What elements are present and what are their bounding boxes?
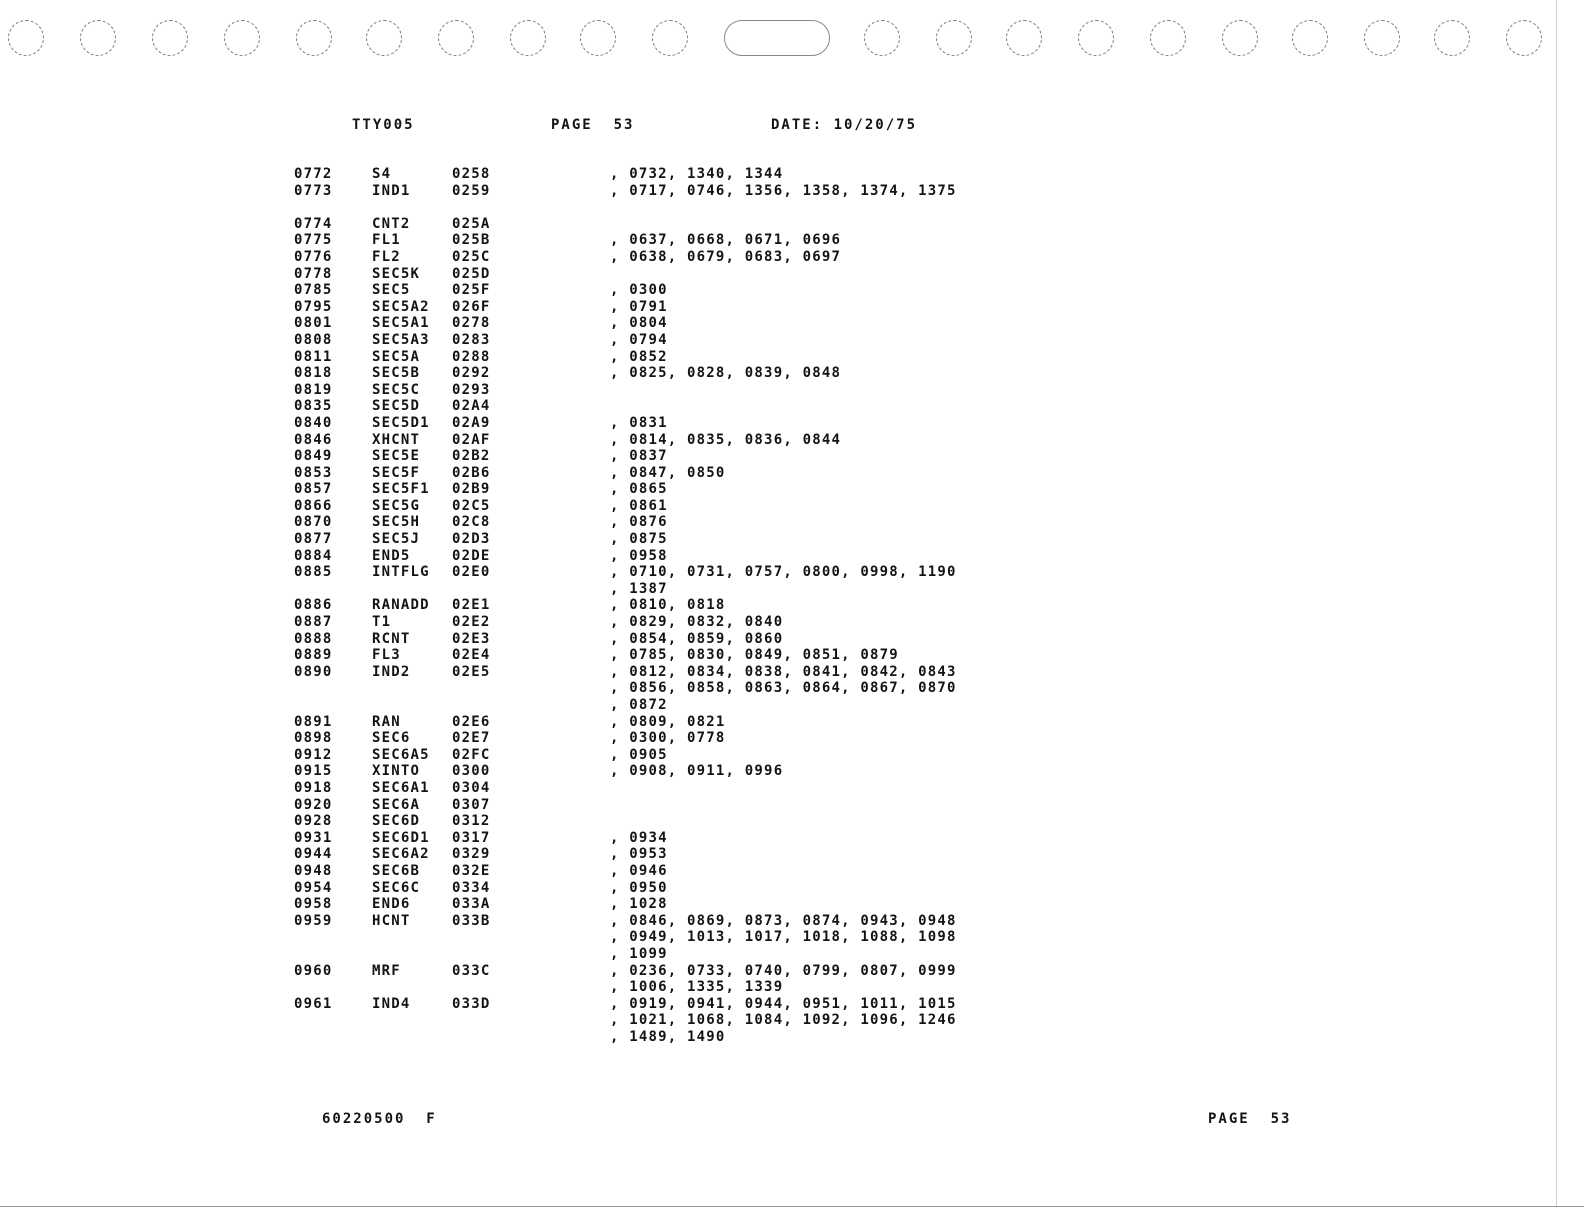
reference-list: , 0949, 1013, 1017, 1018, 1088, 1098 [610, 929, 957, 946]
reference-list: , 1387 [610, 580, 668, 597]
line-number: 0944 [294, 846, 333, 863]
tractor-feed-holes [0, 0, 1584, 70]
listing-row [294, 581, 994, 598]
listing-row [294, 232, 994, 249]
feed-hole [1292, 20, 1328, 56]
listing-row [294, 730, 994, 747]
feed-hole [152, 20, 188, 56]
line-number: 0846 [294, 431, 333, 448]
listing-row [294, 697, 994, 714]
symbol-address: 02C5 [452, 497, 491, 514]
line-number: 0819 [294, 381, 333, 398]
reference-list: , 0809, 0821 [610, 713, 726, 730]
line-number: 0918 [294, 779, 333, 796]
symbol-name: RAN [372, 713, 401, 730]
listing-row [294, 432, 994, 449]
reference-list: , 0950 [610, 879, 668, 896]
listing-row [294, 614, 994, 631]
symbol-address: 033C [452, 962, 491, 979]
symbol-name: SEC5D1 [372, 414, 430, 431]
reference-list: , 0710, 0731, 0757, 0800, 0998, 1190 [610, 564, 957, 581]
symbol-name: SEC6A [372, 796, 421, 813]
line-number: 0870 [294, 514, 333, 531]
reference-list: , 0825, 0828, 0839, 0848 [610, 365, 842, 382]
listing-row [294, 1029, 994, 1046]
line-number: 0886 [294, 597, 333, 614]
listing-row [294, 548, 994, 565]
reference-list: , 0852 [610, 348, 668, 365]
reference-list: , 0300 [610, 282, 668, 299]
feed-hole [438, 20, 474, 56]
listing-row [294, 647, 994, 664]
reference-list: , 0236, 0733, 0740, 0799, 0807, 0999 [610, 962, 957, 979]
listing-row [294, 183, 994, 200]
reference-list: , 0732, 1340, 1344 [610, 166, 784, 182]
line-number: 0857 [294, 481, 333, 498]
line-number: 0775 [294, 232, 333, 249]
symbol-name: SEC6B [372, 862, 421, 879]
symbol-address: 02D3 [452, 531, 491, 548]
symbol-address: 0292 [452, 365, 491, 382]
symbol-address: 033B [452, 912, 491, 929]
symbol-address: 02C8 [452, 514, 491, 531]
line-number: 0808 [294, 331, 333, 348]
reference-list: , 0908, 0911, 0996 [610, 763, 784, 780]
listing-row [294, 498, 994, 515]
feed-hole [80, 20, 116, 56]
symbol-name: RCNT [372, 630, 411, 647]
listing-row [294, 747, 994, 764]
symbol-name: SEC6D1 [372, 829, 430, 846]
listing-row [294, 266, 994, 283]
line-number: 0877 [294, 531, 333, 548]
reference-list: , 1099 [610, 945, 668, 962]
line-number: 0776 [294, 248, 333, 265]
line-number: 0958 [294, 896, 333, 913]
line-number: 0811 [294, 348, 333, 365]
reference-list: , 0804 [610, 315, 668, 332]
symbol-name: XINTO [372, 763, 421, 780]
symbol-name: SEC5K [372, 265, 421, 282]
symbol-name: HCNT [372, 912, 411, 929]
listing-row [294, 514, 994, 531]
symbol-address: 033A [452, 896, 491, 913]
symbol-address: 02E1 [452, 597, 491, 614]
listing-row [294, 763, 994, 780]
symbol-address: 02DE [452, 547, 491, 564]
symbol-address: 025F [452, 282, 491, 299]
symbol-address: 026F [452, 298, 491, 315]
symbol-name: INTFLG [372, 564, 430, 581]
symbol-address: 02E3 [452, 630, 491, 647]
symbol-address: 0329 [452, 846, 491, 863]
symbol-address: 02B6 [452, 464, 491, 481]
line-number: 0959 [294, 912, 333, 929]
symbol-name: T1 [372, 614, 392, 631]
listing-row [294, 465, 994, 482]
program-name: TTY005 [352, 117, 415, 133]
symbol-address: 02E6 [452, 713, 491, 730]
reference-list: , 1021, 1068, 1084, 1092, 1096, 1246 [610, 1012, 957, 1029]
feed-hole [296, 20, 332, 56]
reference-list: , 0814, 0835, 0836, 0844 [610, 431, 842, 448]
line-number: 0891 [294, 713, 333, 730]
symbol-name: SEC5A1 [372, 315, 430, 332]
reference-list: , 0847, 0850 [610, 464, 726, 481]
symbol-address: 025A [452, 215, 491, 232]
symbol-address: 0258 [452, 166, 491, 182]
listing-row [294, 282, 994, 299]
header-page-number: PAGE 53 [551, 117, 635, 133]
listing-row [294, 448, 994, 465]
reference-list: , 0300, 0778 [610, 730, 726, 747]
symbol-address: 033D [452, 995, 491, 1012]
feed-hole [8, 20, 44, 56]
listing-row [294, 830, 994, 847]
reference-list: , 0953 [610, 846, 668, 863]
symbol-address: 02A9 [452, 414, 491, 431]
symbol-name: SEC5F [372, 464, 421, 481]
symbol-name: IND4 [372, 995, 411, 1012]
symbol-name: SEC6A2 [372, 846, 430, 863]
feed-hole [936, 20, 972, 56]
listing-row [294, 1012, 994, 1029]
listing-row [294, 813, 994, 830]
reference-list: , 0865 [610, 481, 668, 498]
symbol-address: 0278 [452, 315, 491, 332]
reference-list: , 0856, 0858, 0863, 0864, 0867, 0870 [610, 680, 957, 697]
reference-list: , 1028 [610, 896, 668, 913]
feed-hole [652, 20, 688, 56]
line-number: 0887 [294, 614, 333, 631]
reference-list: , 0812, 0834, 0838, 0841, 0842, 0843 [610, 663, 957, 680]
symbol-address: 02AF [452, 431, 491, 448]
listing-row [294, 863, 994, 880]
listing-row [294, 797, 994, 814]
listing-row [294, 365, 994, 382]
listing-row [294, 846, 994, 863]
listing-row [294, 349, 994, 366]
listing-row [294, 315, 994, 332]
symbol-name: RANADD [372, 597, 430, 614]
reference-list: , 0638, 0679, 0683, 0697 [610, 248, 842, 265]
symbol-name: FL1 [372, 232, 401, 249]
symbol-address: 02B2 [452, 448, 491, 465]
line-number: 0885 [294, 564, 333, 581]
reference-list: , 0810, 0818 [610, 597, 726, 614]
symbol-address: 0304 [452, 779, 491, 796]
line-number: 0920 [294, 796, 333, 813]
listing-row [294, 946, 994, 963]
listing-row [294, 664, 994, 681]
symbol-address: 02A4 [452, 398, 491, 415]
reference-list: , 1489, 1490 [610, 1028, 726, 1045]
listing-row [294, 597, 994, 614]
symbol-address: 0293 [452, 381, 491, 398]
reference-list: , 0846, 0869, 0873, 0874, 0943, 0948 [610, 912, 957, 929]
symbol-address: 02E2 [452, 614, 491, 631]
symbol-name: CNT2 [372, 215, 411, 232]
reference-list: , 0794 [610, 331, 668, 348]
reference-list: , 0637, 0668, 0671, 0696 [610, 232, 842, 249]
reference-list: , 0905 [610, 746, 668, 763]
reference-list: , 0791 [610, 298, 668, 315]
line-number: 0772 [294, 166, 333, 182]
feed-hole [510, 20, 546, 56]
reference-list: , 0717, 0746, 1356, 1358, 1374, 1375 [610, 182, 957, 199]
footer-page-number: PAGE 53 [1208, 1111, 1292, 1127]
feed-hole [580, 20, 616, 56]
symbol-address: 02E0 [452, 564, 491, 581]
listing-row [294, 913, 994, 930]
reference-list: , 0785, 0830, 0849, 0851, 0879 [610, 647, 899, 664]
reference-list: , 0831 [610, 414, 668, 431]
symbol-address: 02E4 [452, 647, 491, 664]
reference-list: , 0837 [610, 448, 668, 465]
listing-row [294, 481, 994, 498]
symbol-name: FL2 [372, 248, 401, 265]
symbol-name: SEC5D [372, 398, 421, 415]
reference-list: , 0876 [610, 514, 668, 531]
symbol-address: 02FC [452, 746, 491, 763]
line-number: 0960 [294, 962, 333, 979]
symbol-name: SEC5E [372, 448, 421, 465]
symbol-address: 02E7 [452, 730, 491, 747]
symbol-name: SEC6 [372, 730, 411, 747]
reference-list: , 1006, 1335, 1339 [610, 979, 784, 996]
symbol-name: SEC5A2 [372, 298, 430, 315]
line-number: 0954 [294, 879, 333, 896]
feed-slot [724, 20, 830, 56]
reference-list: , 0861 [610, 497, 668, 514]
symbol-name: IND2 [372, 663, 411, 680]
line-number: 0931 [294, 829, 333, 846]
reference-list: , 0829, 0832, 0840 [610, 614, 784, 631]
symbol-address: 0288 [452, 348, 491, 365]
header-date: DATE: 10/20/75 [771, 117, 918, 133]
line-number: 0778 [294, 265, 333, 282]
symbol-address: 032E [452, 862, 491, 879]
line-number: 0889 [294, 647, 333, 664]
symbol-address: 0283 [452, 331, 491, 348]
listing-row [294, 929, 994, 946]
feed-hole [1150, 20, 1186, 56]
reference-list: , 0919, 0941, 0944, 0951, 1011, 1015 [610, 995, 957, 1012]
reference-list: , 0934 [610, 829, 668, 846]
line-number: 0898 [294, 730, 333, 747]
symbol-name: SEC5A [372, 348, 421, 365]
listing-row [294, 896, 994, 913]
paper-right-edge [1556, 0, 1557, 1206]
feed-hole [1078, 20, 1114, 56]
feed-hole [366, 20, 402, 56]
symbol-name: SEC5B [372, 365, 421, 382]
symbol-name: SEC6C [372, 879, 421, 896]
listing-row [294, 631, 994, 648]
line-number: 0785 [294, 282, 333, 299]
symbol-address: 0334 [452, 879, 491, 896]
listing-row [294, 249, 994, 266]
line-number: 0818 [294, 365, 333, 382]
symbol-name: IND1 [372, 182, 411, 199]
symbol-address: 0312 [452, 813, 491, 830]
listing-row [294, 216, 994, 233]
listing-row [294, 880, 994, 897]
symbol-address: 025C [452, 248, 491, 265]
symbol-name: SEC5G [372, 497, 421, 514]
listing-row [294, 531, 994, 548]
reference-list: , 0854, 0859, 0860 [610, 630, 784, 647]
feed-hole [1364, 20, 1400, 56]
symbol-address: 02B9 [452, 481, 491, 498]
feed-hole [1006, 20, 1042, 56]
listing-row [294, 382, 994, 399]
symbol-address: 0307 [452, 796, 491, 813]
line-number: 0888 [294, 630, 333, 647]
listing-row [294, 564, 994, 581]
feed-hole [864, 20, 900, 56]
line-number: 0801 [294, 315, 333, 332]
reference-list: , 0872 [610, 697, 668, 713]
symbol-name: SEC5J [372, 531, 421, 548]
line-number: 0795 [294, 298, 333, 315]
symbol-name: SEC6A1 [372, 779, 430, 796]
symbol-name: FL3 [372, 647, 401, 664]
reference-list: , 0946 [610, 862, 668, 879]
feed-hole [1506, 20, 1542, 56]
feed-hole [1222, 20, 1258, 56]
reference-list: , 0958 [610, 547, 668, 564]
symbol-name: SEC6A5 [372, 746, 430, 763]
listing-row [294, 415, 994, 432]
reference-list: , 0875 [610, 531, 668, 548]
symbol-name: SEC5 [372, 282, 411, 299]
symbol-name: MRF [372, 962, 401, 979]
listing-row [294, 780, 994, 797]
listing-row [294, 332, 994, 349]
line-number: 0890 [294, 663, 333, 680]
feed-hole [224, 20, 260, 56]
listing-row [294, 680, 994, 697]
symbol-name: SEC6D [372, 813, 421, 830]
line-number: 0849 [294, 448, 333, 465]
symbol-name: SEC5A3 [372, 331, 430, 348]
symbol-address: 025D [452, 265, 491, 282]
symbol-address: 025B [452, 232, 491, 249]
listing-row [294, 166, 994, 183]
footer-doc-number: 60220500 F [322, 1111, 437, 1127]
listing-row [294, 714, 994, 731]
symbol-name: SEC5H [372, 514, 421, 531]
listing-row [294, 963, 994, 980]
symbol-name: SEC5C [372, 381, 421, 398]
symbol-address: 02E5 [452, 663, 491, 680]
line-number: 0774 [294, 215, 333, 232]
line-number: 0915 [294, 763, 333, 780]
listing-row [294, 199, 994, 216]
line-number: 0912 [294, 746, 333, 763]
line-number: 0928 [294, 813, 333, 830]
line-number: 0866 [294, 497, 333, 514]
listing-row [294, 996, 994, 1013]
symbol-name: XHCNT [372, 431, 421, 448]
listing-row [294, 979, 994, 996]
line-number: 0853 [294, 464, 333, 481]
paper-bottom-edge [0, 1206, 1584, 1207]
listing-row [294, 299, 994, 316]
symbol-name: SEC5F1 [372, 481, 430, 498]
line-number: 0840 [294, 414, 333, 431]
line-number: 0961 [294, 995, 333, 1012]
line-number: 0948 [294, 862, 333, 879]
cross-reference-listing [294, 166, 994, 1045]
feed-hole [1434, 20, 1470, 56]
line-number: 0773 [294, 182, 333, 199]
symbol-name: S4 [372, 166, 392, 182]
symbol-address: 0259 [452, 182, 491, 199]
symbol-name: END6 [372, 896, 411, 913]
line-number: 0835 [294, 398, 333, 415]
symbol-name: END5 [372, 547, 411, 564]
line-number: 0884 [294, 547, 333, 564]
symbol-address: 0300 [452, 763, 491, 780]
listing-row [294, 398, 994, 415]
symbol-address: 0317 [452, 829, 491, 846]
